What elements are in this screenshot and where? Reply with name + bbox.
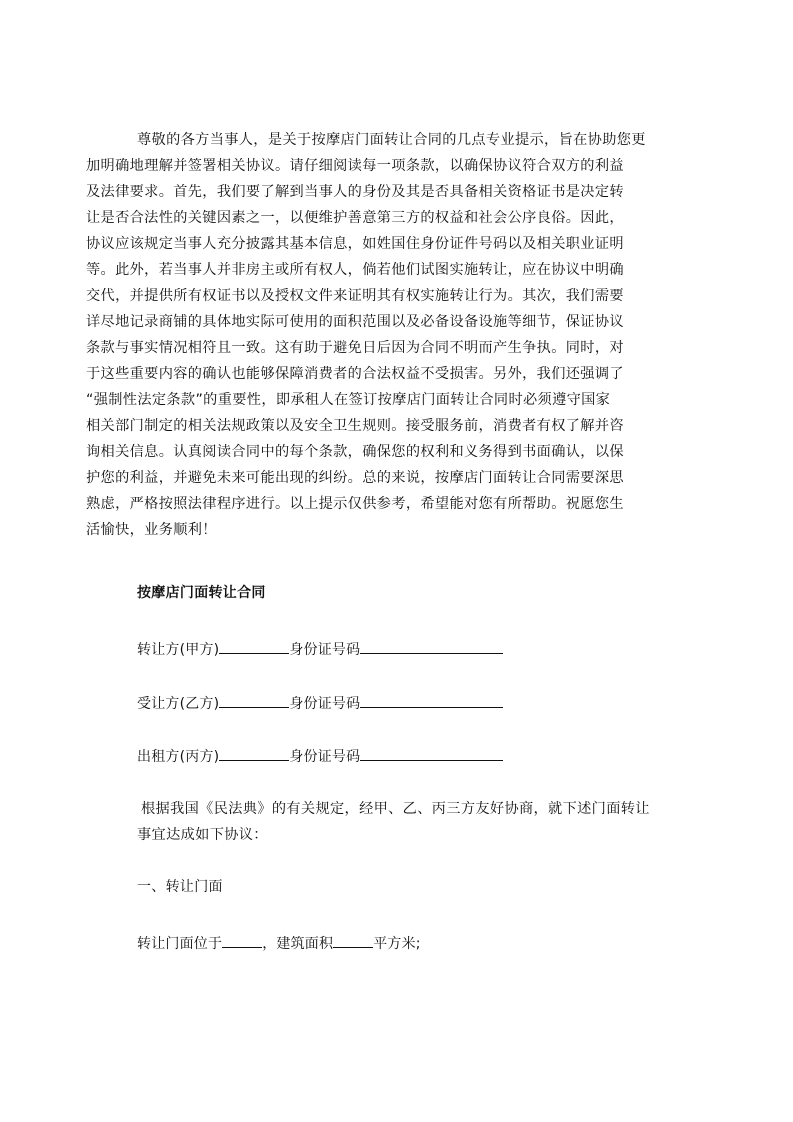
- party-role-label: 转让方(甲方): [137, 642, 220, 658]
- intro-line: 相关部门制定的相关法规政策以及安全卫生规则。接受服务前，消费者有权了解并咨: [86, 418, 624, 434]
- name-blank-field[interactable]: [219, 743, 289, 761]
- intro-line: 于这些重要内容的确认也能够保障消费者的合法权益不受损害。另外，我们还强调了: [86, 366, 624, 382]
- party-row-transferor: [137, 636, 503, 662]
- intro-line: 护您的利益，并避免未来可能出现的纠纷。总的来说，按摩店门面转让合同需要深思: [86, 470, 624, 486]
- party-role-label: 出租方(丙方): [137, 749, 220, 765]
- id-number-blank-field[interactable]: [360, 690, 503, 708]
- intro-line: 询相关信息。认真阅读合同中的每个条款，确保您的权利和义务得到书面确认，以保: [86, 444, 624, 460]
- section-heading: 一、转让门面: [137, 879, 223, 895]
- name-blank-field[interactable]: [219, 636, 289, 654]
- area-unit: 平方米;: [373, 936, 421, 952]
- intro-line: 交代，并提供所有权证书以及授权文件来证明其有权实施转让行为。其次，我们需要: [86, 288, 624, 304]
- area-label: ，建筑面积: [262, 936, 334, 952]
- intro-line: 活愉快，业务顺利！: [86, 522, 217, 538]
- area-blank-field[interactable]: [333, 930, 373, 948]
- preamble-line: 事宜达成如下协议：: [137, 827, 268, 843]
- party-row-lessor: [137, 743, 503, 769]
- name-blank-field[interactable]: [219, 690, 289, 708]
- intro-line: 及法律要求。首先，我们要了解到当事人的身份及其是否具备相关资格证书是决定转: [86, 184, 624, 200]
- intro-line: “强制性法定条款”的重要性，即承租人在签订按摩店门面转让合同时必须遵守国家: [86, 392, 611, 408]
- intro-line: 等。此外，若当事人并非房主或所有权人，倘若他们试图实施转让，应在协议中明确: [86, 262, 624, 278]
- intro-line: 让是否合法性的关键因素之一，以便维护善意第三方的权益和社会公序良俗。因此，: [86, 210, 624, 226]
- intro-line: 尊敬的各方当事人，是关于按摩店门面转让合同的几点专业提示，旨在协助您更: [137, 132, 646, 148]
- intro-line: 加明确地理解并签署相关协议。请仔细阅读每一项条款，以确保协议符合双方的利益: [86, 158, 624, 174]
- intro-line: 协议应该规定当事人充分披露其基本信息，如姓国住身份证件号码以及相关职业证明: [86, 236, 624, 252]
- preamble-line: 根据我国《民法典》的有关规定，经甲、乙、丙三方友好协商，就下述门面转让: [141, 801, 650, 817]
- party-row-transferee: [137, 690, 503, 716]
- id-number-blank-field[interactable]: [360, 743, 503, 761]
- contract-title: 按摩店门面转让合同: [137, 585, 266, 601]
- intro-line: 熟虑，严格按照法律程序进行。以上提示仅供参考，希望能对您有所帮助。祝愿您生: [86, 496, 624, 512]
- location-blank-field[interactable]: [222, 930, 262, 948]
- id-number-label: 身份证号码: [289, 696, 361, 712]
- id-number-blank-field[interactable]: [360, 636, 503, 654]
- location-prefix: 转让门面位于: [137, 936, 223, 952]
- party-role-label: 受让方(乙方): [137, 696, 220, 712]
- location-clause: [137, 930, 421, 956]
- intro-line: 详尽地记录商铺的具体地实际可使用的面积范围以及必备设备设施等细节，保证协议: [86, 314, 624, 330]
- id-number-label: 身份证号码: [289, 749, 361, 765]
- id-number-label: 身份证号码: [289, 642, 361, 658]
- intro-line: 条款与事实情况相符且一致。这有助于避免日后因为合同不明而产生争执。同时，对: [86, 340, 624, 356]
